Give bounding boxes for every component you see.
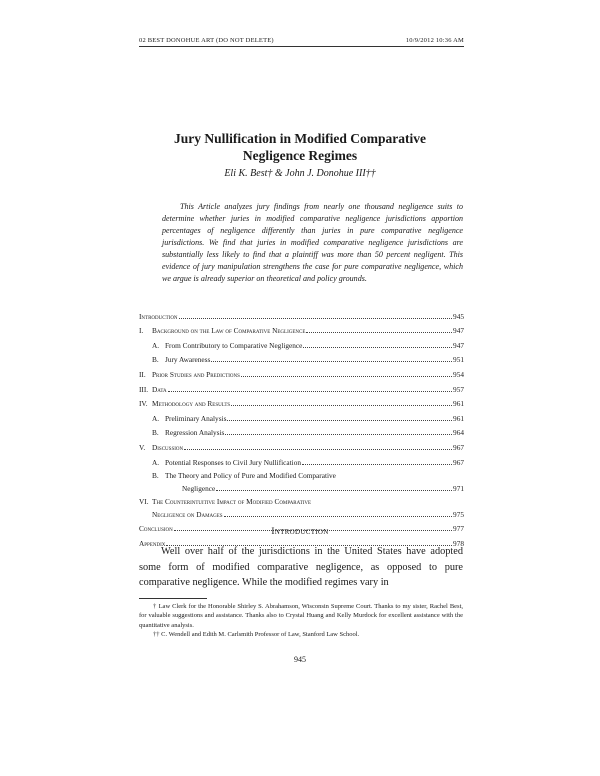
toc-entry-label: Preliminary Analysis: [165, 413, 227, 423]
toc-entry: [139, 379, 464, 394]
toc-entry-number: A.: [152, 340, 160, 350]
footnote-1: † Law Clerk for the Honorable Shirley S. Abrahamson, Wisconsin Supreme Court. Thanks to my sister, Rachel Best, for valuable suggestions and assistance. Thanks also to Crystal Huang and Kelly Murdock for excellent assistance with the quantitative analysis.: [139, 603, 463, 629]
section-heading: Introduction: [271, 527, 329, 537]
toc-leader-dots: [231, 399, 452, 406]
running-header: [139, 34, 464, 47]
toc-leader-dots: [241, 370, 452, 377]
toc-entry-page: 978: [453, 538, 464, 548]
toc-entry-page: 961: [453, 399, 464, 409]
toc-leader-dots: [184, 443, 452, 450]
toc-entry: [139, 437, 464, 452]
toc-leader-dots: [216, 484, 452, 491]
toc-entry-page: 951: [453, 355, 464, 365]
toc-leader-dots: [168, 385, 452, 392]
toc-entry-page: 957: [453, 384, 464, 394]
toc-entry: [139, 394, 464, 409]
abstract: [162, 201, 463, 285]
toc-leader-dots: [303, 341, 452, 348]
toc-entry: [139, 408, 464, 423]
toc-entry: [139, 423, 464, 438]
toc-entry-label: Regression Analysis: [165, 428, 225, 438]
toc-entry-number: B.: [152, 470, 159, 480]
toc-entry: [139, 506, 464, 519]
toc-leader-dots: [224, 510, 452, 517]
toc-entry-label: Potential Responses to Civil Jury Nullification: [165, 457, 301, 467]
page-number: 945: [294, 655, 306, 664]
footnote-rule: [139, 598, 207, 599]
toc-leader-dots: [211, 355, 452, 362]
toc-entry-label: Introduction: [139, 311, 178, 321]
footnote-2: †† C. Wendell and Edith M. Carlsmith Professor of Law, Stanford Law School.: [153, 630, 360, 638]
toc-entry-label: Prior Studies and Predictions: [152, 369, 240, 379]
body-paragraph: Well over half of the jurisdictions in the United States have adopted some form of modified comparative negligence, as opposed to pure comparative negligence. While the modified regimes vary in: [139, 546, 463, 588]
toc-entry-page: 967: [453, 457, 464, 467]
header-left: 02 BEST DONOHUE ART (DO NOT DELETE): [139, 37, 274, 44]
toc-entry-number: III.: [139, 384, 149, 394]
toc-entry-page: 964: [453, 428, 464, 438]
toc-entry-page: 961: [453, 413, 464, 423]
footnotes: [139, 602, 463, 639]
article-title: [0, 130, 600, 164]
toc-entry: [139, 306, 464, 321]
toc-entry-label: Background on the Law of Comparative Negligence: [152, 326, 306, 336]
toc-entry: [139, 364, 464, 379]
toc-entry-label: The Counterintuitive Impact of Modified Comparative: [152, 496, 312, 506]
table-of-contents: [139, 306, 464, 548]
toc-entry: [139, 350, 464, 365]
toc-entry-number: V.: [139, 442, 146, 452]
toc-entry-number: B.: [152, 355, 159, 365]
authors: Eli K. Best† & John J. Donohue III††: [224, 168, 376, 179]
toc-entry-number: VI.: [139, 496, 149, 506]
abstract-text: This Article analyzes jury findings from nearly one thousand negligence suits to determine whether juries in modified comparative negligence jurisdictions apportion percentages of negligence differently than juries in pure comparative negligence jurisdictions. We find that juries in modified comparative negligence jurisdictions are substantially less likely to find that a plaintiff was more than 50 percent negligent. This evidence of jury manipulation strengthens the case for pure comparative negligence, which we argue is already superior on theoretical and policy grounds.: [162, 202, 463, 283]
toc-entry: [139, 467, 464, 480]
toc-entry: [139, 493, 464, 506]
toc-entry-label: Appendix: [139, 538, 166, 548]
toc-entry: [139, 335, 464, 350]
toc-entry-page: 971: [453, 483, 464, 493]
toc-entry-label: Conclusion: [139, 524, 173, 534]
toc-entry: [139, 452, 464, 467]
toc-entry-number: B.: [152, 428, 159, 438]
toc-entry-number: A.: [152, 413, 160, 423]
toc-entry-label: Negligence: [182, 483, 216, 493]
toc-entry: [139, 321, 464, 336]
header-right: 10/9/2012 10:36 AM: [405, 37, 464, 44]
toc-leader-dots: [179, 312, 453, 319]
toc-leader-dots: [306, 326, 452, 333]
body-text: [139, 544, 463, 591]
toc-entry-page: 945: [453, 311, 464, 321]
toc-leader-dots: [302, 458, 452, 465]
toc-entry-number: A.: [152, 457, 160, 467]
toc-entry-label: Negligence on Damages: [152, 509, 223, 519]
title-line-2: Negligence Regimes: [242, 148, 358, 163]
toc-entry-label: Data: [152, 384, 167, 394]
toc-entry-label: The Theory and Policy of Pure and Modified Comparative: [165, 470, 336, 480]
toc-entry-page: 975: [453, 509, 464, 519]
toc-entry-page: 977: [453, 524, 464, 534]
toc-entry-number: I.: [139, 326, 144, 336]
toc-entry-label: Methodology and Results: [152, 399, 231, 409]
toc-leader-dots: [225, 428, 452, 435]
toc-entry: [139, 480, 464, 493]
toc-entry-page: 947: [453, 340, 464, 350]
title-line-1: Jury Nullification in Modified Comparative: [174, 131, 426, 146]
toc-entry-label: From Contributory to Comparative Negligence: [165, 340, 303, 350]
toc-entry-label: Jury Awareness: [165, 355, 211, 365]
toc-entry-page: 967: [453, 442, 464, 452]
toc-entry-number: IV.: [139, 399, 148, 409]
toc-entry-page: 954: [453, 369, 464, 379]
toc-entry-label: Discussion: [152, 442, 184, 452]
toc-entry-page: 947: [453, 326, 464, 336]
toc-entry-number: II.: [139, 369, 146, 379]
toc-leader-dots: [227, 414, 452, 421]
